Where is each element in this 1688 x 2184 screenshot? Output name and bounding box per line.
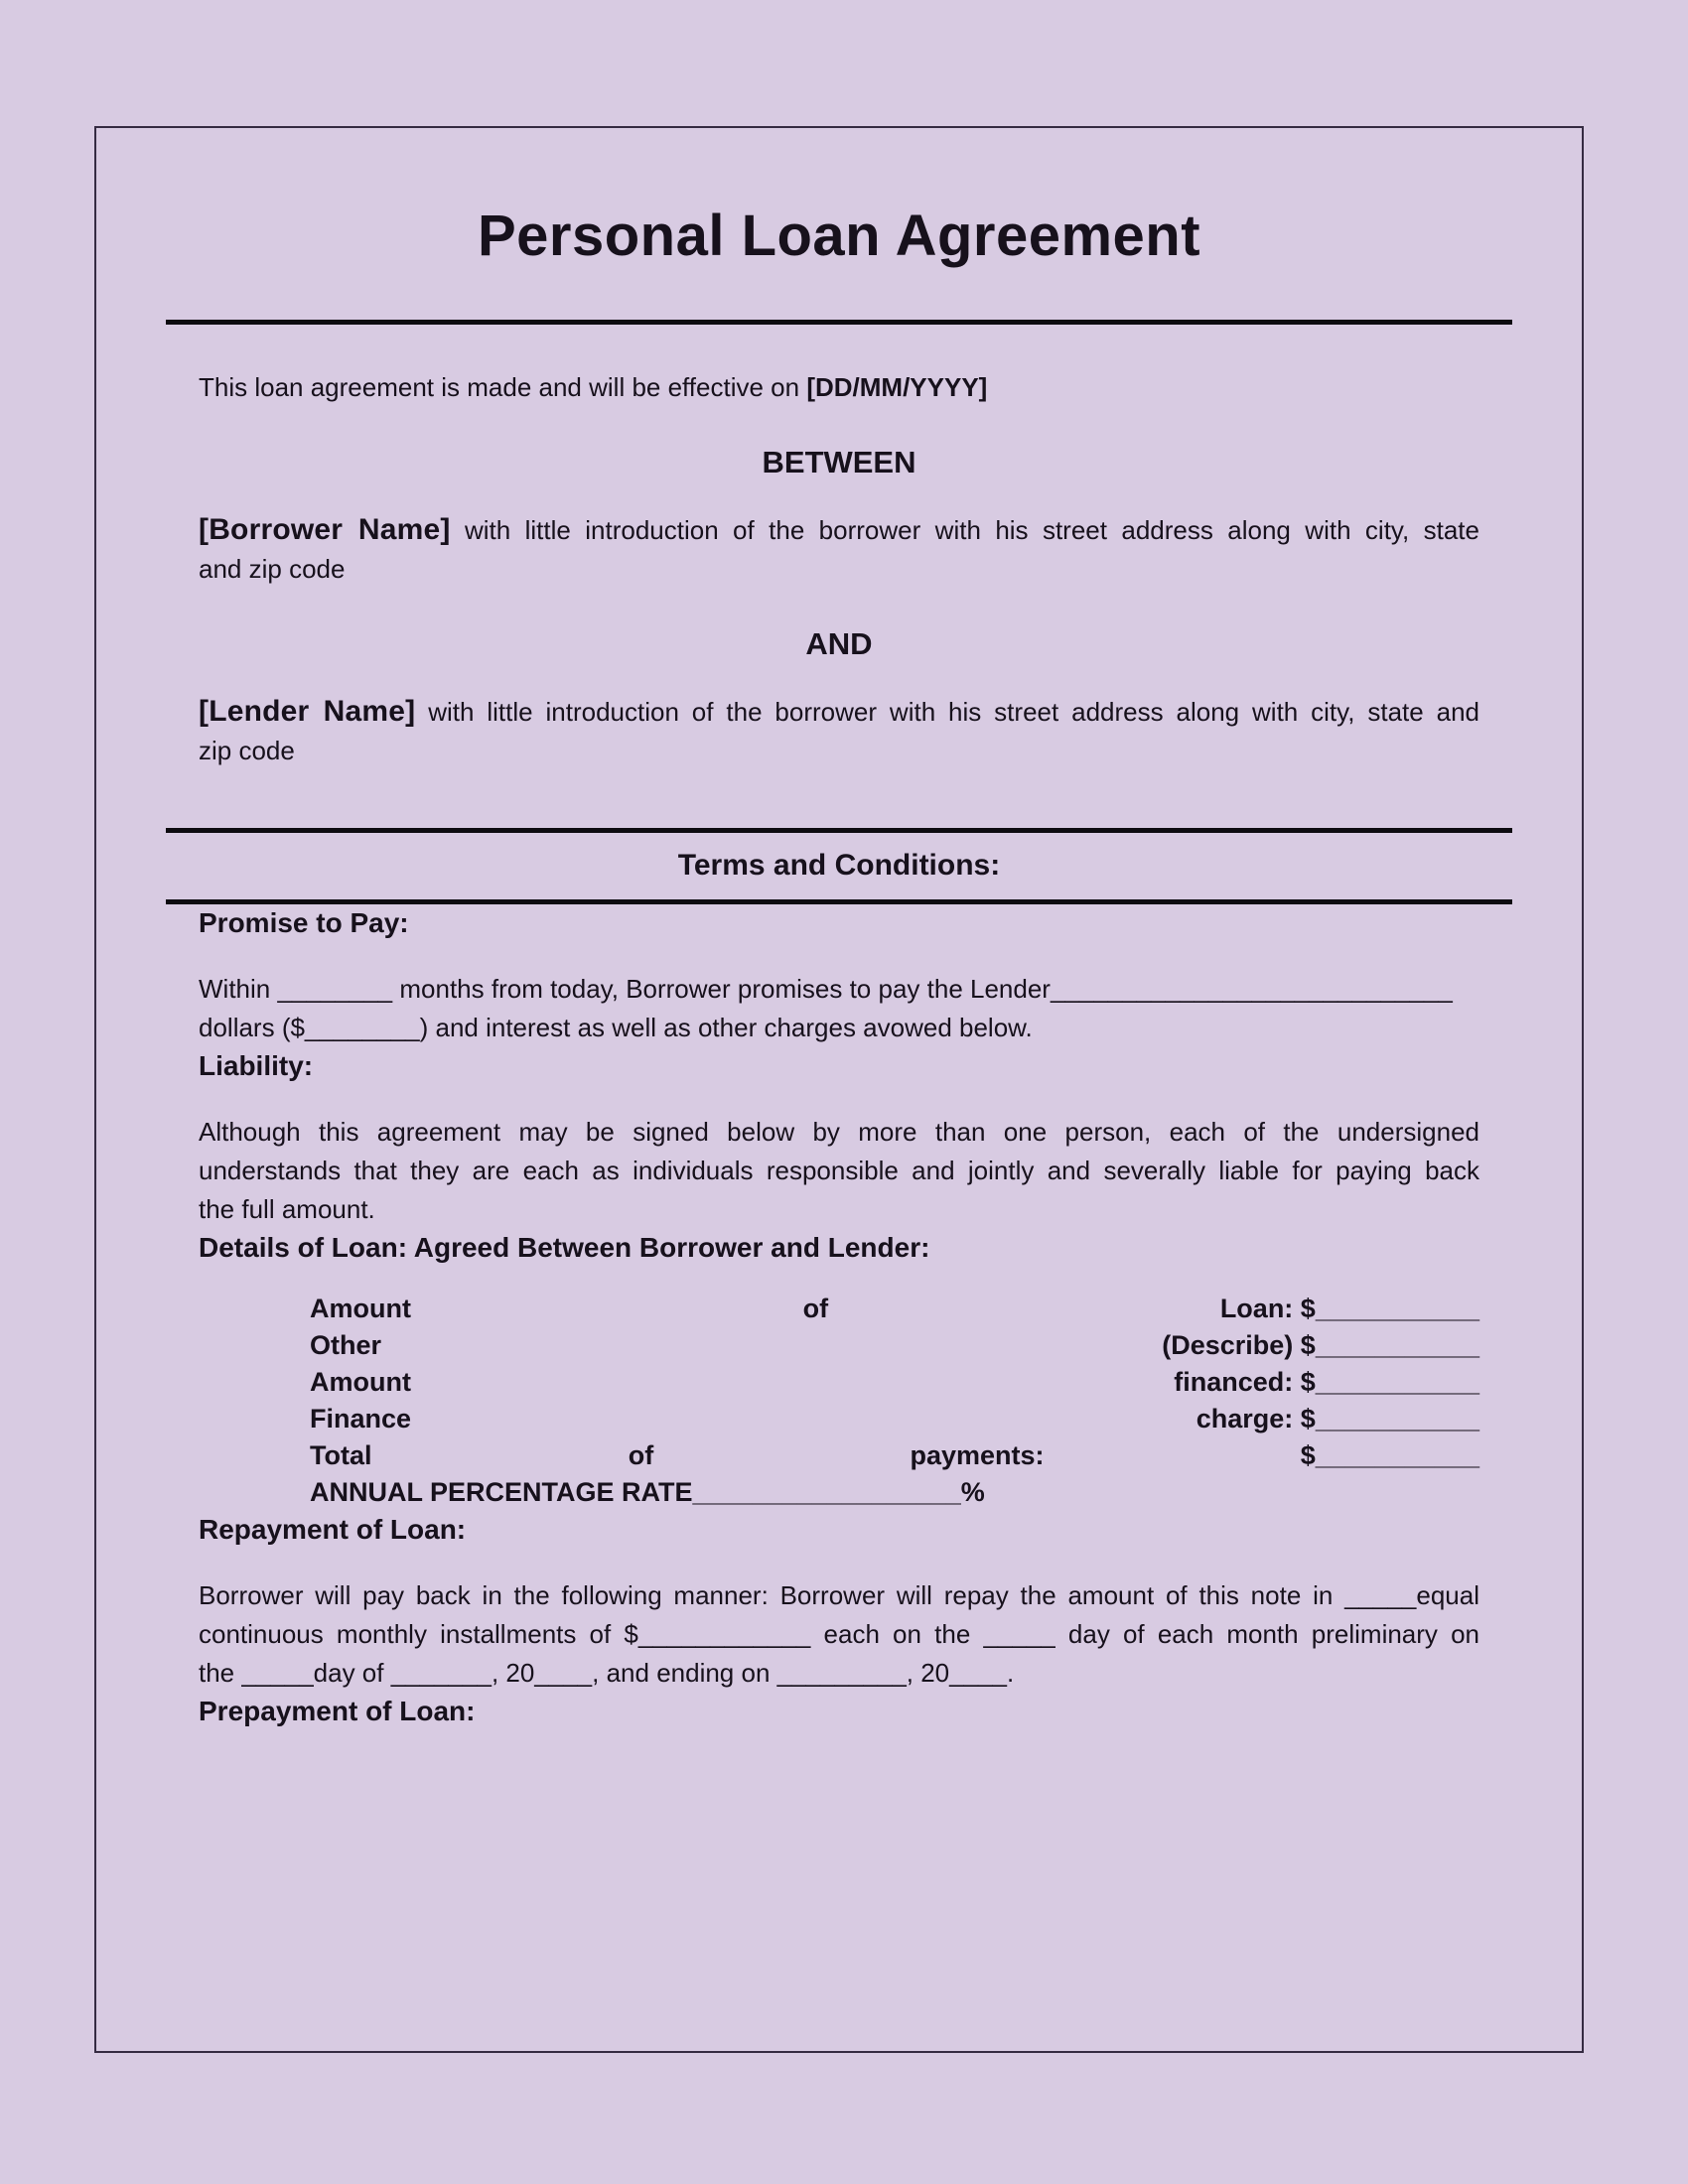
text-segment: Although this agreement may be signed below by more than one person, each of the undersigned <box>199 1116 1479 1147</box>
text-line <box>199 550 1479 589</box>
loan-detail-cell: Amount <box>310 1293 411 1323</box>
terms-heading: Terms and Conditions: <box>677 848 1001 882</box>
loan-detail-row <box>310 1401 1479 1437</box>
text-segment: with little introduction of the borrower with his street address along with city, state and <box>415 696 1479 727</box>
text-segment: continuous monthly installments of $____________ each on the _____ day of each month preliminary on <box>199 1618 1479 1649</box>
text-line <box>199 1576 1479 1615</box>
promise-to-pay-paragraph <box>199 970 1479 1047</box>
text-line <box>199 970 1479 1009</box>
text-segment: This loan agreement is made and will be effective on <box>199 371 807 402</box>
text-segment: understands that they are each as individuals responsible and jointly and severally liable for paying back <box>199 1155 1479 1185</box>
loan-detail-cell: ANNUAL PERCENTAGE RATE__________________% <box>310 1476 985 1507</box>
text-line <box>199 1152 1479 1190</box>
loan-detail-cell: Other <box>310 1329 382 1360</box>
loan-detail-cell: $___________ <box>1300 1439 1479 1470</box>
loan-detail-row <box>310 1327 1479 1364</box>
and-label: AND <box>805 625 873 661</box>
loan-detail-row <box>310 1474 1479 1511</box>
liability-paragraph <box>199 1113 1479 1229</box>
text-line <box>199 692 1479 732</box>
loan-detail-cell: of <box>802 1293 829 1323</box>
liability-heading: Liability: <box>199 1049 314 1081</box>
text-segment: and zip code <box>199 553 346 584</box>
loan-detail-cell: Finance <box>310 1403 412 1433</box>
prepayment-heading: Prepayment of Loan: <box>199 1695 476 1726</box>
text-segment: Borrower will pay back in the following manner: Borrower will repay the amount of this note in _____equal <box>199 1579 1479 1610</box>
bold-text-segment: [DD/MM/YYYY] <box>806 371 988 402</box>
bold-text-segment: [Borrower Name] <box>199 512 451 546</box>
loan-detail-cell: Total <box>310 1439 372 1470</box>
text-line <box>199 1113 1479 1152</box>
loan-detail-cell: of <box>628 1439 654 1470</box>
terms-divider-top-rule <box>166 828 1512 833</box>
loan-detail-cell: (Describe) $___________ <box>1162 1329 1479 1360</box>
loan-detail-cell: charge: $___________ <box>1196 1403 1479 1433</box>
text-line <box>199 732 1479 770</box>
text-line <box>199 1615 1479 1654</box>
loan-detail-row <box>310 1364 1479 1401</box>
loan-detail-cell: Loan: $___________ <box>1219 1293 1479 1323</box>
repayment-paragraph <box>199 1576 1479 1693</box>
bold-text-segment: [Lender Name] <box>199 694 416 728</box>
effective-date-line <box>199 368 1479 407</box>
promise-to-pay-heading: Promise to Pay: <box>199 906 409 938</box>
text-line <box>199 1654 1479 1693</box>
lender-paragraph <box>199 692 1479 770</box>
title-divider-rule <box>166 320 1512 325</box>
document-border-box <box>94 126 1584 2053</box>
loan-detail-row <box>310 1291 1479 1327</box>
repayment-heading: Repayment of Loan: <box>199 1513 467 1545</box>
text-segment: zip code <box>199 735 295 765</box>
text-segment: Within ________ months from today, Borrower promises to pay the Lender____________________________ <box>199 973 1453 1004</box>
loan-detail-cell: Amount <box>310 1366 411 1397</box>
loan-detail-row <box>310 1437 1479 1474</box>
text-line <box>199 510 1479 550</box>
between-label: BETWEEN <box>762 444 916 479</box>
text-line <box>199 1009 1479 1047</box>
loan-detail-cell: payments: <box>910 1439 1045 1470</box>
loan-detail-cell: financed: $___________ <box>1174 1366 1479 1397</box>
text-segment: with little introduction of the borrower with his street address along with city, state <box>450 514 1479 545</box>
text-segment: the full amount. <box>199 1193 375 1224</box>
text-segment: dollars ($________) and interest as well as other charges avowed below. <box>199 1012 1033 1042</box>
borrower-paragraph <box>199 510 1479 589</box>
text-line <box>199 1190 1479 1229</box>
text-segment: the _____day of _______, 20____, and ending on _________, 20____. <box>199 1657 1015 1688</box>
loan-details-table <box>199 1291 1479 1511</box>
page-title: Personal Loan Agreement <box>477 204 1201 268</box>
text-line <box>199 368 1479 407</box>
loan-details-heading: Details of Loan: Agreed Between Borrower and Lender: <box>199 1231 930 1263</box>
